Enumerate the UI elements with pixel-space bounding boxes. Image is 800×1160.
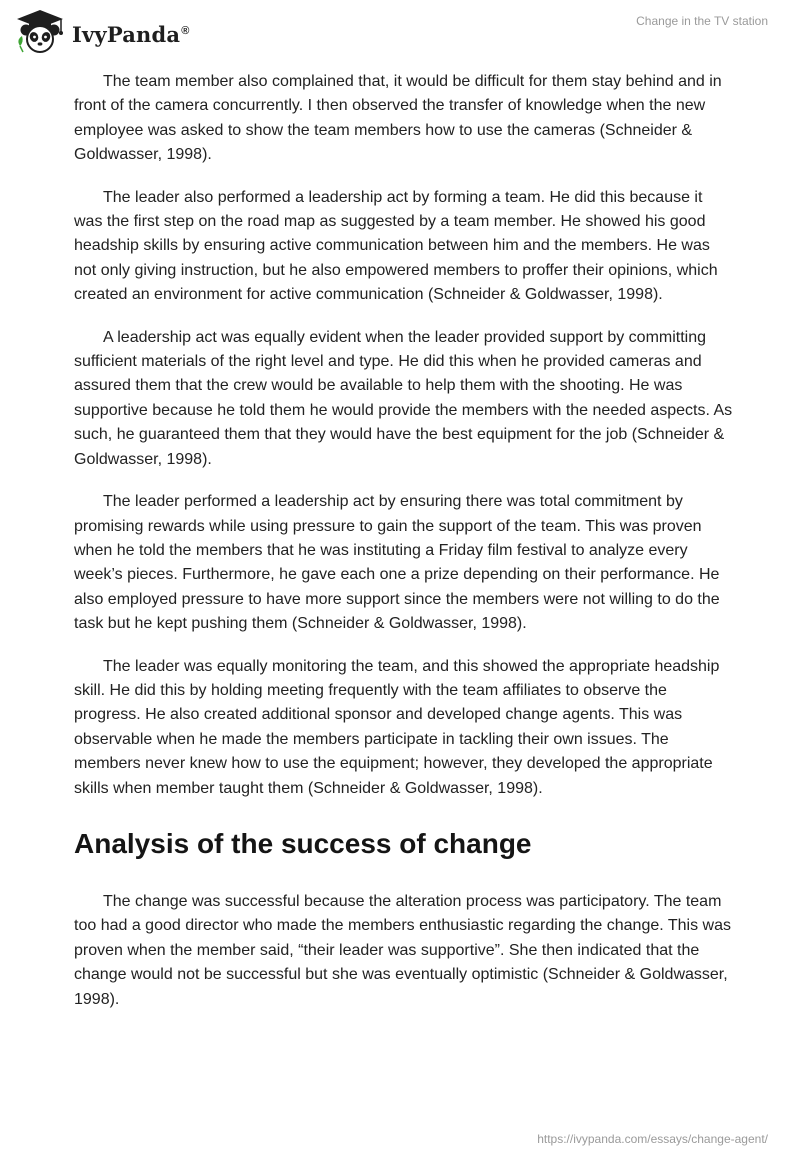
paragraph: A leadership act was equally evident when the leader provided support by committing sufficient materials of the right level and type. He did this when he provided cameras and assured them that the crew would be available to help them with the shooting. He was supportive because he told them he would provide the members with the needed aspects. As such, he guaranteed them that they would have the best equipment for the job (Schneider & Goldwasser, 1998). <box>74 328 733 468</box>
brand-name: IvyPanda® <box>72 21 190 47</box>
page-header <box>0 0 800 60</box>
document-title: Change in the TV station <box>636 14 768 28</box>
paragraph: The leader was equally monitoring the team, and this showed the appropriate headship skill. He did this by holding meeting frequently with the team affiliates to observe the progress. He also created additional sponsor and developed change agents. This was observable when he made the members participate in tackling their own issues. The members never knew how to use the equipment; however, they developed the appropriate skills when member taught them (Schneider & Goldwasser, 1998). <box>74 657 720 797</box>
paragraph: The team member also complained that, it would be difficult for them stay behind and in front of the camera concurrently. I then observed the transfer of knowledge when the new employee was asked to show the team members how to use the cameras (Schneider & Goldwasser, 1998). <box>74 73 722 164</box>
panda-graduate-icon <box>14 8 66 54</box>
paragraph: The change was successful because the alteration process was participatory. The team too had a good director who made the members enthusiastic regarding the change. This was proven when the member said, “their leader was supportive”. She then indicated that the change would not be successful but she was eventually optimistic (Schneider & Goldwasser, 1998). <box>74 892 731 1008</box>
section-heading: Analysis of the success of change <box>74 827 532 859</box>
paragraph: The leader performed a leadership act by ensuring there was total commitment by promising rewards while using pressure to gain the support of the team. This was proven when he told the members that he was instituting a Friday film festival to analyze every week’s pieces. Furthermore, he gave each one a prize depending on their performance. He also employed pressure to have more support since the members were not willing to do the task but he kept pushing them (Schneider & Goldwasser, 1998). <box>74 493 720 633</box>
paragraph: The leader also performed a leadership act by forming a team. He did this because it was the first step on the road map as suggested by a team member. He showed his good headship skills by ensuring active communication between him and the members. He was not only giving instruction, but he also empowered members to proffer their opinions, which created an environment for active communication (Schneider & Goldwasser, 1998). <box>74 188 718 304</box>
article-body <box>74 70 734 1030</box>
registered-mark: ® <box>181 24 190 37</box>
source-url[interactable]: https://ivypanda.com/essays/change-agent/ <box>537 1132 768 1146</box>
ivypanda-logo[interactable] <box>14 8 190 54</box>
